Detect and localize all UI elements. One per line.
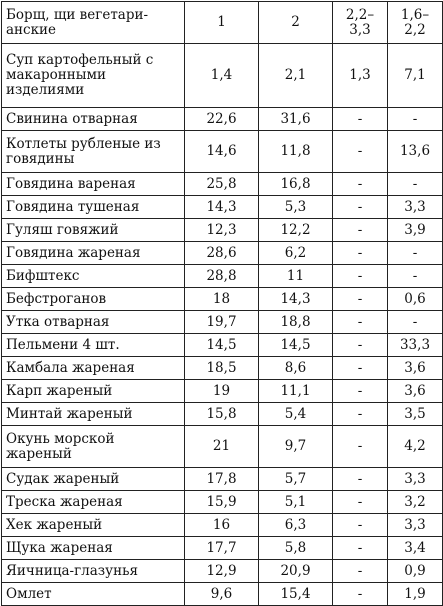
table-row	[2, 242, 443, 265]
table-cell-name: Говядина жареная	[2, 242, 185, 265]
table-cell-col4: 3,6	[388, 357, 443, 380]
table-cell-col3: -	[333, 311, 388, 334]
table-cell-name: Щука жареная	[2, 537, 185, 560]
table-cell-col2: 6,2	[259, 242, 333, 265]
table-cell-col3: -	[333, 514, 388, 537]
table-row	[2, 537, 443, 560]
nutrition-table-body	[2, 2, 443, 606]
table-row	[2, 173, 443, 196]
table-cell-col3: -	[333, 131, 388, 173]
table-cell-col4: 0,6	[388, 288, 443, 311]
table-cell-col2: 15,4	[259, 583, 333, 606]
table-cell-col4: 3,3	[388, 196, 443, 219]
table-cell-col1: 14,6	[185, 131, 259, 173]
table-cell-name: Бифштекс	[2, 265, 185, 288]
table-cell-col4: -	[388, 265, 443, 288]
table-cell-col2: 8,6	[259, 357, 333, 380]
table-cell-col2: 20,9	[259, 560, 333, 583]
table-cell-col3: -	[333, 219, 388, 242]
table-cell-col4: 3,2	[388, 491, 443, 514]
table-cell-col2: 5,8	[259, 537, 333, 560]
table-cell-col3: -	[333, 173, 388, 196]
table-row	[2, 468, 443, 491]
table-cell-col2: 5,7	[259, 468, 333, 491]
table-cell-col4: 7,1	[388, 44, 443, 108]
table-cell-name: Говядина вареная	[2, 173, 185, 196]
table-cell-col3: -	[333, 357, 388, 380]
table-cell-col2: 2,1	[259, 44, 333, 108]
table-cell-col3: -	[333, 196, 388, 219]
table-cell-col2: 31,6	[259, 108, 333, 131]
table-cell-col2: 14,5	[259, 334, 333, 357]
table-cell-col1: 14,5	[185, 334, 259, 357]
table-cell-col1: 1,4	[185, 44, 259, 108]
table-row	[2, 380, 443, 403]
table-cell-name: Хек жареный	[2, 514, 185, 537]
table-cell-col1: 28,8	[185, 265, 259, 288]
table-cell-col1: 21	[185, 426, 259, 468]
table-cell-col4: 33,3	[388, 334, 443, 357]
table-cell-col1: 18,5	[185, 357, 259, 380]
table-cell-col3: 1,3	[333, 44, 388, 108]
table-cell-col1: 15,9	[185, 491, 259, 514]
table-cell-name: Камбала жареная	[2, 357, 185, 380]
table-cell-name: Минтай жареный	[2, 403, 185, 426]
table-cell-col1: 19	[185, 380, 259, 403]
table-cell-name: Гуляш говяжий	[2, 219, 185, 242]
table-cell-name: Свинина отварная	[2, 108, 185, 131]
table-cell-col2: 9,7	[259, 426, 333, 468]
table-row	[2, 288, 443, 311]
table-cell-col2: 18,8	[259, 311, 333, 334]
table-row	[2, 108, 443, 131]
table-cell-col1: 18	[185, 288, 259, 311]
table-cell-col3: -	[333, 242, 388, 265]
table-row	[2, 583, 443, 606]
table-cell-col4: 13,6	[388, 131, 443, 173]
table-cell-col4: -	[388, 108, 443, 131]
table-cell-col3: -	[333, 537, 388, 560]
table-cell-name: Яичница-глазунья	[2, 560, 185, 583]
header-cell-col4: 1,6–2,2	[388, 2, 443, 44]
table-cell-name: Утка отварная	[2, 311, 185, 334]
table-cell-name: Окунь морской жареный	[2, 426, 185, 468]
table-cell-col2: 5,4	[259, 403, 333, 426]
table-header-row	[2, 2, 443, 44]
table-cell-col4: -	[388, 242, 443, 265]
table-cell-name: Карп жареный	[2, 380, 185, 403]
table-cell-col1: 14,3	[185, 196, 259, 219]
table-cell-col4: 1,9	[388, 583, 443, 606]
table-row	[2, 196, 443, 219]
table-cell-name: Омлет	[2, 583, 185, 606]
table-cell-col4: 3,4	[388, 537, 443, 560]
table-cell-col1: 17,7	[185, 537, 259, 560]
header-cell-col2: 2	[259, 2, 333, 44]
table-row	[2, 560, 443, 583]
table-cell-col4: 3,9	[388, 219, 443, 242]
table-cell-name: Пельмени 4 шт.	[2, 334, 185, 357]
table-cell-col4: -	[388, 173, 443, 196]
table-cell-col3: -	[333, 403, 388, 426]
header-cell-col1: 1	[185, 2, 259, 44]
table-cell-col4: 3,6	[388, 380, 443, 403]
table-cell-col2: 11,8	[259, 131, 333, 173]
table-cell-col2: 11	[259, 265, 333, 288]
table-cell-col2: 14,3	[259, 288, 333, 311]
table-cell-col2: 16,8	[259, 173, 333, 196]
table-cell-col2: 5,1	[259, 491, 333, 514]
table-row	[2, 44, 443, 108]
table-cell-col1: 28,6	[185, 242, 259, 265]
table-row	[2, 265, 443, 288]
table-cell-col1: 17,8	[185, 468, 259, 491]
table-cell-col1: 9,6	[185, 583, 259, 606]
table-cell-col1: 22,6	[185, 108, 259, 131]
table-cell-name: Судак жареный	[2, 468, 185, 491]
table-cell-col3: -	[333, 583, 388, 606]
table-cell-col1: 19,7	[185, 311, 259, 334]
table-cell-col4: 3,3	[388, 468, 443, 491]
table-row	[2, 403, 443, 426]
table-cell-col3: -	[333, 288, 388, 311]
table-cell-col1: 12,3	[185, 219, 259, 242]
nutrition-table	[1, 1, 443, 606]
table-cell-col3: -	[333, 380, 388, 403]
table-cell-col4: 0,9	[388, 560, 443, 583]
table-cell-name: Треска жареная	[2, 491, 185, 514]
table-cell-col2: 12,2	[259, 219, 333, 242]
table-cell-col4: 3,3	[388, 514, 443, 537]
table-cell-col4: 3,5	[388, 403, 443, 426]
table-row	[2, 357, 443, 380]
table-cell-name: Котлеты рубленые из говядины	[2, 131, 185, 173]
table-cell-col3: -	[333, 560, 388, 583]
table-cell-col1: 12,9	[185, 560, 259, 583]
table-cell-name: Говядина тушеная	[2, 196, 185, 219]
header-cell-col3: 2,2–3,3	[333, 2, 388, 44]
table-cell-col3: -	[333, 265, 388, 288]
table-row	[2, 219, 443, 242]
table-row	[2, 131, 443, 173]
table-cell-col3: -	[333, 426, 388, 468]
table-cell-col3: -	[333, 491, 388, 514]
table-cell-col2: 5,3	[259, 196, 333, 219]
table-cell-col1: 25,8	[185, 173, 259, 196]
table-cell-col4: -	[388, 311, 443, 334]
table-row	[2, 426, 443, 468]
table-row	[2, 514, 443, 537]
table-cell-col3: -	[333, 334, 388, 357]
table-cell-col4: 4,2	[388, 426, 443, 468]
table-row	[2, 334, 443, 357]
table-row	[2, 491, 443, 514]
header-cell-name: Борщ, щи вегетари-анские	[2, 2, 185, 44]
table-cell-col2: 11,1	[259, 380, 333, 403]
table-row	[2, 311, 443, 334]
table-cell-col2: 6,3	[259, 514, 333, 537]
table-cell-name: Суп картофельный с макаронными изделиями	[2, 44, 185, 108]
table-cell-col3: -	[333, 468, 388, 491]
table-cell-col3: -	[333, 108, 388, 131]
table-cell-col1: 16	[185, 514, 259, 537]
table-cell-name: Бефстроганов	[2, 288, 185, 311]
table-cell-col1: 15,8	[185, 403, 259, 426]
